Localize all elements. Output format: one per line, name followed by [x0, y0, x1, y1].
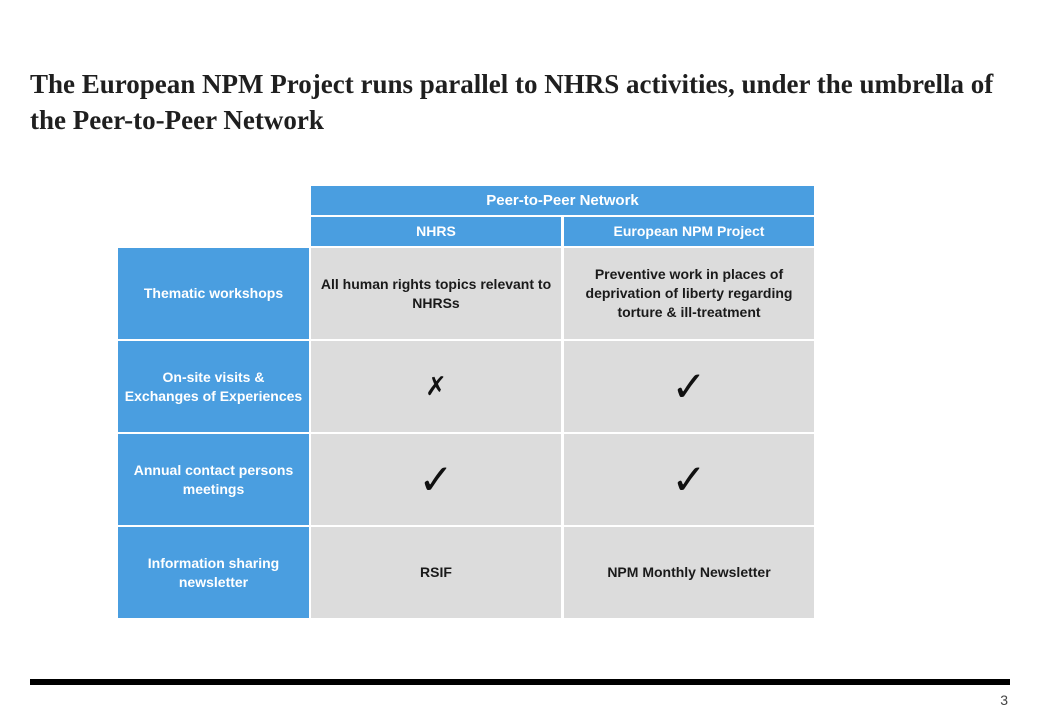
column-header-npm-project: European NPM Project [564, 217, 814, 246]
row-header-annual-meetings: Annual contact persons meetings [118, 434, 309, 525]
cell-thematic-npm: Preventive work in places of deprivation of liberty regarding torture & ill-treatment [564, 248, 814, 339]
row-header-onsite-visits: On-site visits & Exchanges of Experiences [118, 341, 309, 432]
check-mark-icon: ✓ [671, 454, 707, 504]
column-header-nhrs: NHRS [311, 217, 561, 246]
check-mark-icon: ✓ [418, 454, 454, 504]
page-number: 3 [1000, 692, 1008, 708]
slide-title: The European NPM Project runs parallel to NHRS activities, under the umbrella of the Peer-to-Peer Network [30, 69, 994, 135]
row-header-thematic-workshops: Thematic workshops [118, 248, 309, 339]
cell-thematic-nhrs: All human rights topics relevant to NHRSs [311, 248, 561, 339]
cell-onsite-npm [564, 341, 814, 432]
cell-annual-nhrs [311, 434, 561, 525]
cell-onsite-nhrs [311, 341, 561, 432]
footer-rule [30, 679, 1010, 685]
cell-newsletter-npm: NPM Monthly Newsletter [564, 527, 814, 618]
comparison-table [118, 186, 814, 618]
cross-mark-icon: ✗ [425, 371, 447, 402]
cell-annual-npm [564, 434, 814, 525]
row-header-newsletter: Information sharing newsletter [118, 527, 309, 618]
check-mark-icon: ✓ [671, 361, 707, 411]
network-header: Peer-to-Peer Network [311, 186, 814, 215]
cell-newsletter-nhrs: RSIF [311, 527, 561, 618]
